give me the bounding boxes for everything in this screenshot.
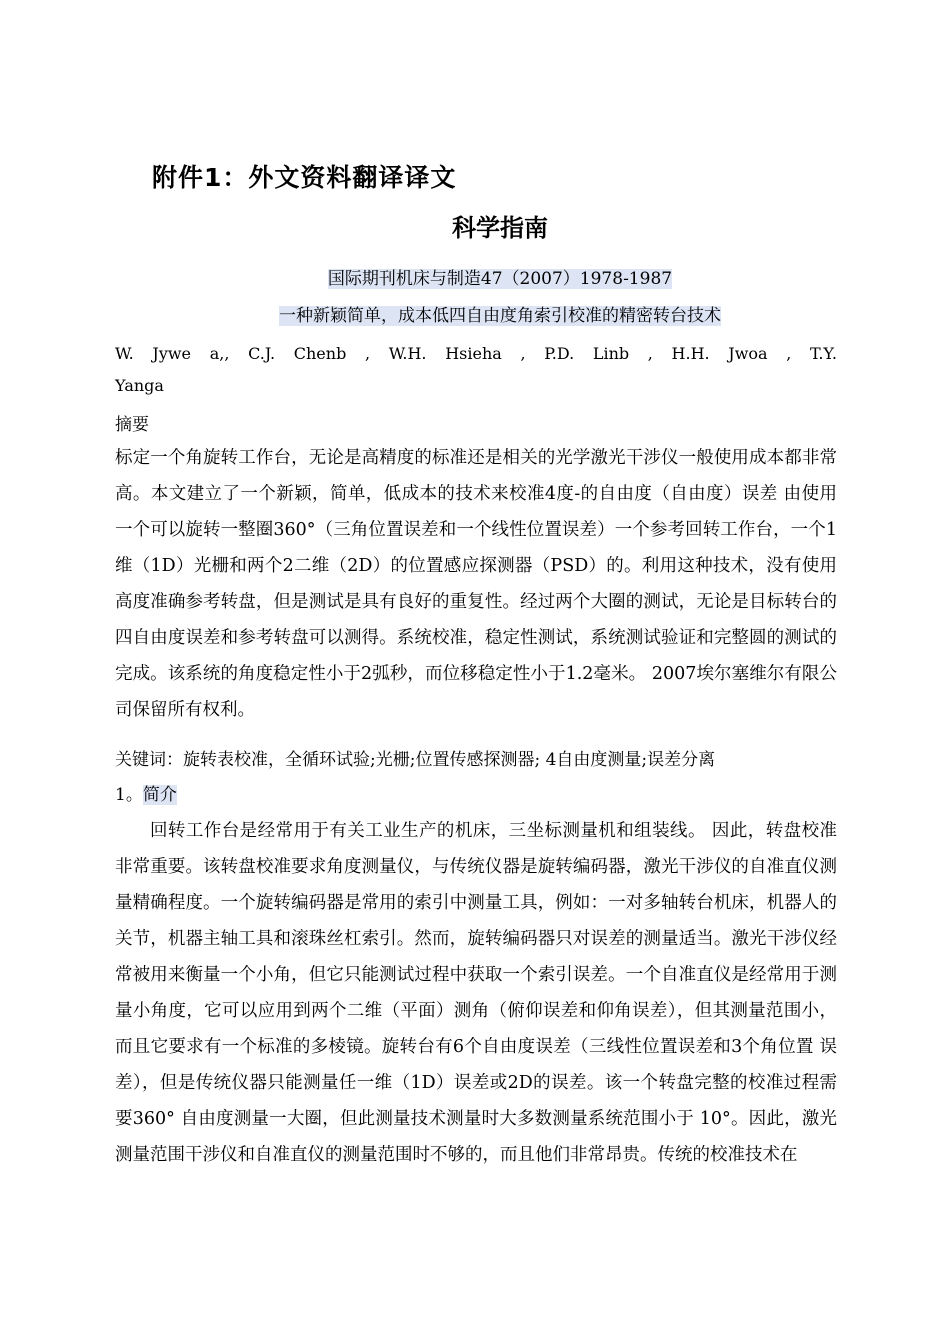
appendix-heading: 附件1：外文资料翻译译文 — [152, 163, 457, 192]
section-heading — [115, 780, 177, 805]
article-title-line — [0, 301, 950, 326]
section-title: 简介 — [142, 785, 177, 805]
journal-title: 科学指南 — [452, 214, 548, 242]
authors-line-2: Yanga — [115, 376, 164, 395]
keywords-line: 关键词：旋转表校准，全循环试验;光栅;位置传感探测器; 4自由度测量;误差分离 — [115, 750, 716, 770]
intro-paragraph: 回转工作台是经常用于有关工业生产的机床，三坐标测量机和组装线。 因此，转盘校准非常重要。该转盘校准要求角度测量仪，与传统仪器是旋转编码器，激光干涉仪的自准直仪测量精确程度。一个旋转编码器是常用的索引中测量工具，例如：一对多轴转台机床，机器人的关节，机器主轴工具和滚珠丝杠索引。然而，旋转编码器只对误差的测量适当。激光干涉仪经常被用来衡量一个小角，但它只能测试过程中获取一个索引误差。一个自准直仪是经常用于测量小角度，它可以应用到两个二维（平面）测角（俯仰误差和仰角误差），但其测量范围小，而且它要求有一个标准的多棱镜。旋转台有6个自由度误差（三线性位置误差和3个角位置 误差），但是传统仪器只能测量任一维（1D）误差或2D的误差。该一个转盘完整的校准过程需要360° 自由度测量一大圈，但此测量技术测量时大多数测量系统范围小于 10°。因此，激光测量范围干涉仪和自准直仪的测量范围时不够的，而且他们非常昂贵。传统的校准技术在 — [115, 821, 837, 1165]
article-title: 一种新颖简单，成本低四自由度角索引校准的精密转台技术 — [279, 306, 721, 326]
citation-line — [0, 264, 950, 289]
authors-line-1: W. Jywe a,, C.J. Chenb , W.H. Hsieha , P.D. Linb , H.H. Jwoa , T.Y. — [115, 344, 837, 363]
section-number: 1。 — [115, 785, 143, 805]
citation-text: 国际期刊机床与制造47（2007）1978-1987 — [327, 269, 673, 289]
abstract-paragraph: 标定一个角旋转工作台，无论是高精度的标准还是相关的光学激光干涉仪一般使用成本都非常高。本文建立了一个新颖，简单，低成本的技术来校准4度-的自由度（自由度）误差 由使用一个可以旋转一整圈360°（三角位置误差和一个线性位置误差）一个参考回转工作台，一个1维（1D）光栅和两个2二维（2D）的位置感应探测器（PSD）的。利用这种技术，没有使用高度准确参考转盘，但是测试是具有良好的重复性。经过两个大圈的测试，无论是目标转台的四自由度误差和参考转盘可以测得。系统校准，稳定性测试，系统测试验证和完整圆的测试的完成。该系统的角度稳定性小于2弧秒，而位移稳定性小于1.2毫米。 2007埃尔塞维尔有限公司保留所有权利。 — [115, 448, 837, 720]
abstract-label: 摘要 — [115, 415, 149, 435]
